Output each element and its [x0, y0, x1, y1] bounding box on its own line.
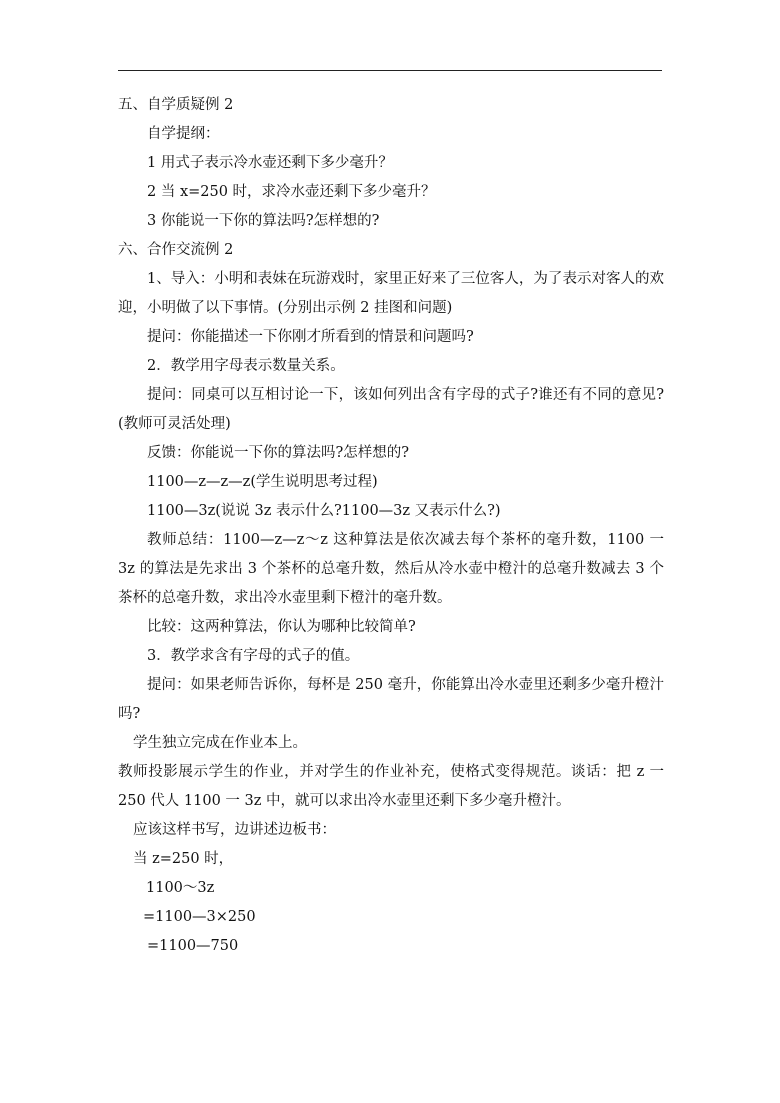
- condition-line: 当 z=250 时，: [133, 851, 234, 867]
- student-work-line: 学生独立完成在作业本上。: [133, 735, 307, 751]
- outline-item-1: 1 用式子表示冷水壶还剩下多少毫升？: [147, 155, 393, 171]
- question-describe: 提问：你能描述一下你刚才所看到的情景和问题吗?: [147, 329, 474, 345]
- feedback-line: 反馈：你能说一下你的算法吗?怎样想的?: [147, 445, 410, 461]
- header-rule: [118, 70, 662, 71]
- section-heading-5: 五、自学质疑例 2: [118, 97, 234, 113]
- formula-line-1: 1100—z—z—z(学生说明思考过程): [147, 474, 378, 490]
- calc-step-3: =1100—750: [147, 938, 239, 954]
- intro-paragraph: 1、导入：小明和表妹在玩游戏时，家里正好来了三位客人，为了表示对客人的欢迎，小明做了以下事情。(分别出示例 2 挂图和问题): [118, 271, 664, 316]
- summary-paragraph: 教师总结：1100—z—z～z 这种算法是依次减去每个茶杯的毫升数，1100 一 3z 的算法是先求出 3 个茶杯的总毫升数，然后从冷水壶中橙汁的总毫升数减去 3 个茶杯的总毫升数，求出冷水壶里剩下橙汁的毫升数。: [118, 532, 664, 606]
- outline-item-3: 3 你能说一下你的算法吗?怎样想的?: [147, 213, 380, 229]
- projection-paragraph: 教师投影展示学生的作业，并对学生的作业补充，使格式变得规范。谈话：把 z 一 250 代人 1100 一 3z 中，就可以求出冷水壶里还剩下多少毫升橙汁。: [118, 764, 664, 809]
- question-paragraph: 提问：如果老师告诉你，每杯是 250 毫升，你能算出冷水壶里还剩多少毫升橙汁吗?: [118, 677, 664, 722]
- calc-step-2: =1100—3×250: [143, 909, 256, 925]
- outline-title: 自学提纲：: [147, 126, 220, 142]
- teaching-step-2: 2．教学用字母表示数量关系。: [147, 358, 345, 374]
- discussion-paragraph: 提问：同桌可以互相讨论一下，该如何列出含有字母的式子?谁还有不同的意见?(教师可灵活处理): [118, 387, 664, 432]
- calc-step-1: 1100～3z: [146, 880, 215, 896]
- document-body: [118, 91, 664, 961]
- comparison-line: 比较：这两种算法，你认为哪种比较简单?: [147, 619, 416, 635]
- formula-line-2: 1100—3z(说说 3z 表示什么?1100—3z 又表示什么?): [147, 503, 501, 519]
- board-writing-line: 应该这样书写，边讲述边板书：: [133, 822, 336, 838]
- outline-item-2: 2 当 x=250 时，求冷水壶还剩下多少毫升？: [147, 184, 436, 200]
- teaching-step-3: 3．教学求含有字母的式子的值。: [147, 648, 360, 664]
- section-heading-6: 六、合作交流例 2: [118, 242, 234, 258]
